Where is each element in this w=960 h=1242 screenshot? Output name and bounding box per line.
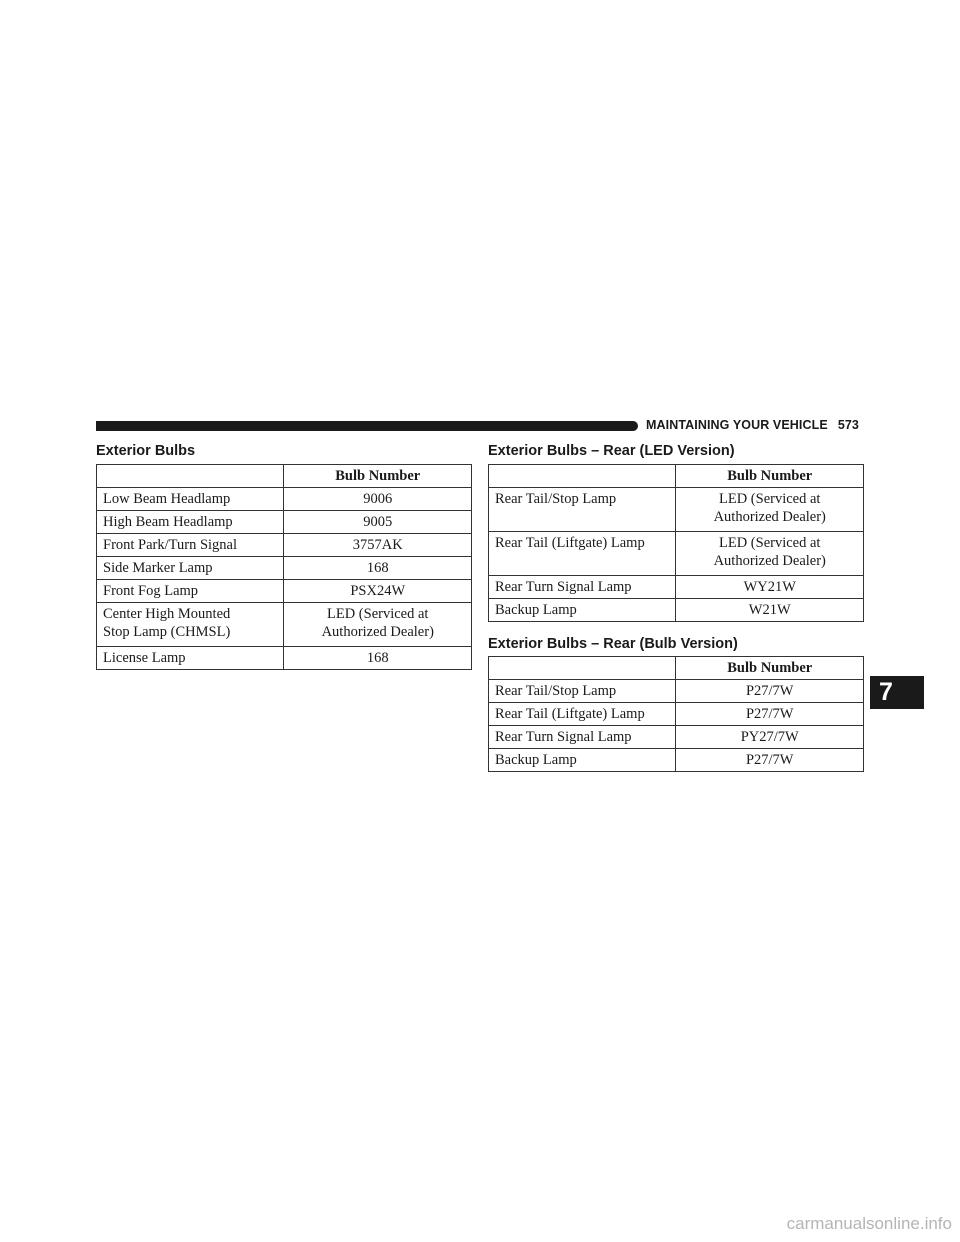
bulb-number-line: Authorized Dealer) — [713, 509, 826, 525]
rear-led-bulbs-table — [488, 464, 864, 622]
watermark: carmanualsonline.info — [786, 1214, 952, 1233]
bulb-number: P27/7W — [676, 680, 864, 703]
bulb-number: 9006 — [284, 488, 472, 511]
bulb-name: Side Marker Lamp — [97, 557, 284, 580]
bulb-name: Backup Lamp — [489, 599, 676, 622]
header-rule — [96, 421, 638, 431]
bulb-number — [284, 603, 472, 647]
chapter-tab: 7 — [870, 676, 924, 709]
blank-header-cell — [489, 657, 676, 680]
table-title-rear-led: Exterior Bulbs – Rear (LED Version) — [488, 443, 735, 459]
bulb-name: Backup Lamp — [489, 749, 676, 772]
bulb-number: P27/7W — [676, 703, 864, 726]
bulb-name — [97, 603, 284, 647]
bulb-name: Rear Turn Signal Lamp — [489, 576, 676, 599]
table-title-exterior-bulbs: Exterior Bulbs — [96, 443, 196, 459]
bulb-name: Front Fog Lamp — [97, 580, 284, 603]
bulb-name-line: Stop Lamp (CHMSL) — [103, 624, 231, 640]
bulb-number-line: LED (Serviced at — [327, 606, 429, 622]
bulb-number: W21W — [676, 599, 864, 622]
running-header — [646, 418, 859, 432]
bulb-number: WY21W — [676, 576, 864, 599]
bulb-number — [676, 532, 864, 576]
bulb-number: PSX24W — [284, 580, 472, 603]
bulb-name: Rear Turn Signal Lamp — [489, 726, 676, 749]
bulb-number: P27/7W — [676, 749, 864, 772]
bulb-name: Rear Tail (Liftgate) Lamp — [489, 703, 676, 726]
exterior-bulbs-table — [96, 464, 472, 670]
column-header: Bulb Number — [676, 657, 864, 680]
rear-bulb-version-table — [488, 656, 864, 772]
bulb-number — [676, 488, 864, 532]
bulb-number-line: Authorized Dealer) — [321, 624, 434, 640]
bulb-number: PY27/7W — [676, 726, 864, 749]
bulb-number: 3757AK — [284, 534, 472, 557]
blank-header-cell — [97, 465, 284, 488]
bulb-name: License Lamp — [97, 647, 284, 670]
bulb-name-line: Center High Mounted — [103, 606, 231, 622]
bulb-name: Rear Tail/Stop Lamp — [489, 488, 676, 532]
page-number: 573 — [837, 418, 859, 432]
column-header: Bulb Number — [284, 465, 472, 488]
bulb-number-line: LED (Serviced at — [719, 535, 821, 551]
bulb-name: High Beam Headlamp — [97, 511, 284, 534]
bulb-name: Rear Tail/Stop Lamp — [489, 680, 676, 703]
bulb-name: Low Beam Headlamp — [97, 488, 284, 511]
section-name: MAINTAINING YOUR VEHICLE — [646, 418, 828, 432]
bulb-number: 168 — [284, 647, 472, 670]
blank-header-cell — [489, 465, 676, 488]
bulb-name: Rear Tail (Liftgate) Lamp — [489, 532, 676, 576]
bulb-number-line: LED (Serviced at — [719, 491, 821, 507]
column-header: Bulb Number — [676, 465, 864, 488]
table-title-rear-bulb: Exterior Bulbs – Rear (Bulb Version) — [488, 636, 738, 652]
bulb-number-line: Authorized Dealer) — [713, 553, 826, 569]
bulb-number: 168 — [284, 557, 472, 580]
bulb-number: 9005 — [284, 511, 472, 534]
bulb-name: Front Park/Turn Signal — [97, 534, 284, 557]
